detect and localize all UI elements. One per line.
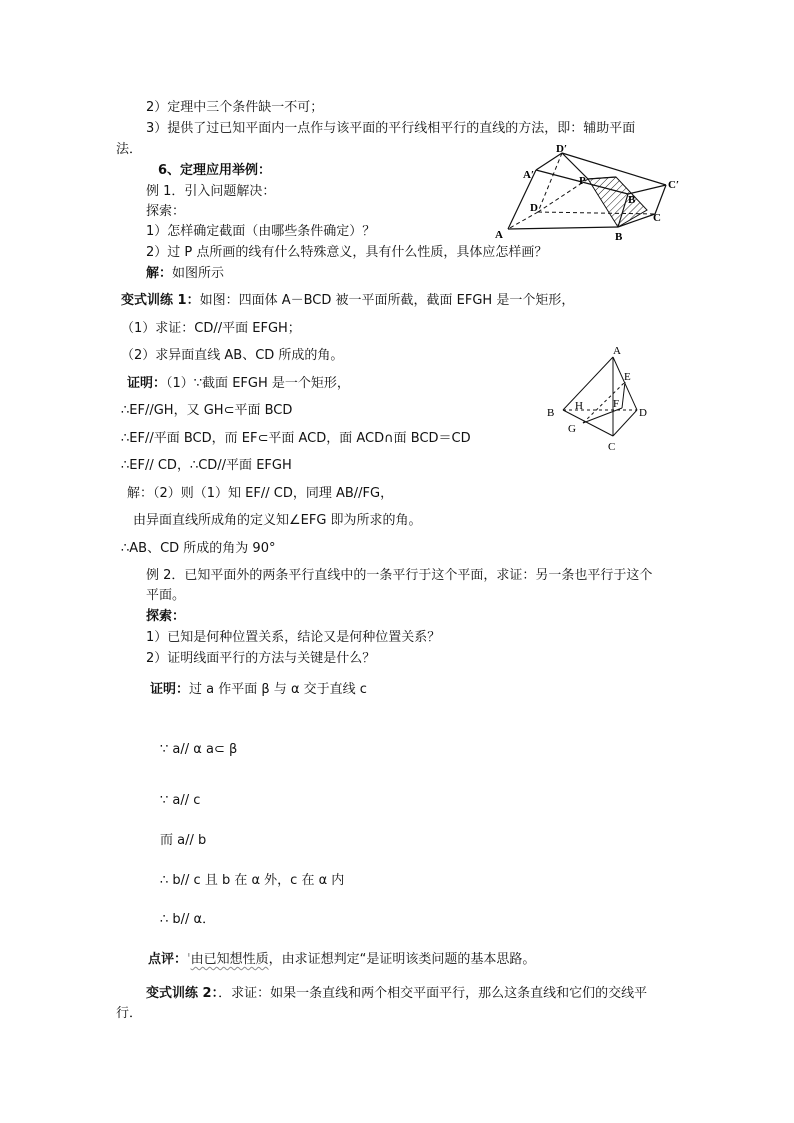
comment-text: ，由求证想判定“是证明该类问题的基本思路。 [268, 952, 536, 967]
proof2-step-3: 而 a// b [160, 833, 207, 848]
t-label-D: D [639, 407, 647, 419]
label-A-prime: A′ [523, 169, 535, 181]
label-C-prime: C′ [668, 179, 680, 191]
t-label-E: E [624, 371, 631, 383]
label-C: C [653, 212, 661, 224]
theorem-note-2: 2）定理中三个条件缺一不可； [146, 100, 324, 115]
proof2-step-1: ∵ a// α a⊂ β [160, 742, 238, 757]
solution-text: 如图所示 [172, 266, 225, 281]
variant-2-label: 变式训练 2： [146, 986, 219, 1001]
label-B: B [615, 231, 623, 242]
theorem-note-3-end: 法． [116, 142, 143, 157]
variant-1-line [121, 292, 574, 310]
proof2-text: 过 a 作平面 β 与 α 交于直线 c [189, 682, 367, 697]
variant-2-line [146, 985, 647, 1003]
example-2-title: 例 2．已知平面外的两条平行直线中的一条平行于这个平面，求证：另一条也平行于这个 [146, 568, 653, 583]
comment-underlined-text: 由已知想性质 [190, 952, 269, 967]
explore2-question-1: 1）已知是何种位置关系，结论又是何种位置关系？ [146, 630, 441, 645]
label-D: D [530, 202, 538, 214]
variant-1-text: 如图：四面体 A－BCD 被一平面所截，截面 EFGH 是一个矩形， [199, 293, 575, 308]
proof-line [127, 375, 350, 393]
proof-step-3: ∴EF// CD，∴CD//平面 EFGH [121, 458, 292, 473]
t-label-G: G [568, 423, 576, 435]
label-B-prime: B [628, 194, 636, 206]
comment-label: 点评： [148, 952, 188, 967]
proof2-label: 证明： [150, 682, 190, 697]
proof-text: （1）∵截面 EFGH 是一个矩形， [166, 376, 350, 391]
variant-1-label: 变式训练 1： [121, 293, 200, 308]
proof-label: 证明： [127, 376, 167, 391]
proof-step-2: ∴EF//平面 BCD，而 EF⊂平面 ACD，面 ACD∩面 BCD＝CD [121, 431, 471, 446]
explore-question-1: 1）怎样确定截面（由哪些条件确定）？ [146, 224, 376, 239]
proof-step-4: 解：（2）则（1）知 EF// CD，同理 AB//FG， [127, 486, 394, 501]
explore-question-2: 2）过 P 点所画的线有什么特殊意义，具有什么性质，具体应怎样画？ [146, 245, 548, 260]
t-label-H: H [575, 400, 583, 412]
label-A: A [495, 229, 503, 241]
variant-1-question-1: （1）求证：CD//平面 EFGH； [121, 321, 301, 336]
example-2-title-end: 平面。 [146, 588, 186, 603]
explore-label-2: 探索： [146, 609, 186, 624]
theorem-note-3: 3）提供了过已知平面内一点作与该平面的平行线相平行的直线的方法，即：辅助平面 [146, 121, 636, 136]
solution-label: 解： [146, 266, 173, 281]
t-label-B: B [547, 407, 555, 419]
proof2-step-2: ∵ a// c [160, 793, 201, 808]
proof2-line [150, 681, 367, 699]
solution-line [146, 265, 224, 283]
proof-step-6: ∴AB、CD 所成的角为 90° [121, 541, 276, 556]
explore-label-1: 探索： [146, 204, 186, 219]
t-label-F: F [613, 398, 620, 410]
label-P: P [579, 175, 586, 187]
proof2-step-5: ∴ b// α． [160, 912, 216, 927]
comment-line [148, 951, 535, 969]
proof2-step-4: ∴ b// c 且 b 在 α 外，c 在 α 内 [160, 873, 345, 888]
example-1-title: 例 1．引入问题解决： [146, 184, 276, 199]
t-label-A: A [613, 345, 621, 357]
comment-mark: ' [187, 952, 191, 967]
variant-1-question-2: （2）求异面直线 AB、CD 所成的角。 [121, 348, 344, 363]
variant-2-text-end: 行． [116, 1006, 143, 1021]
proof-step-5: 由异面直线所成角的定义知∠EFG 即为所求的角。 [133, 513, 422, 528]
section-6-heading: 6、定理应用举例： [158, 163, 272, 178]
label-D-prime: D′ [556, 143, 568, 155]
variant-2-text: ．求证：如果一条直线和两个相交平面平行，那么这条直线和它们的交线平 [218, 986, 648, 1001]
prism-figure [490, 140, 700, 242]
t-label-C: C [608, 441, 616, 453]
proof-step-1: ∴EF//GH，又 GH⊂平面 BCD [121, 403, 293, 418]
tetrahedron-figure [540, 340, 660, 455]
explore2-question-2: 2）证明线面平行的方法与关键是什么？ [146, 651, 376, 666]
